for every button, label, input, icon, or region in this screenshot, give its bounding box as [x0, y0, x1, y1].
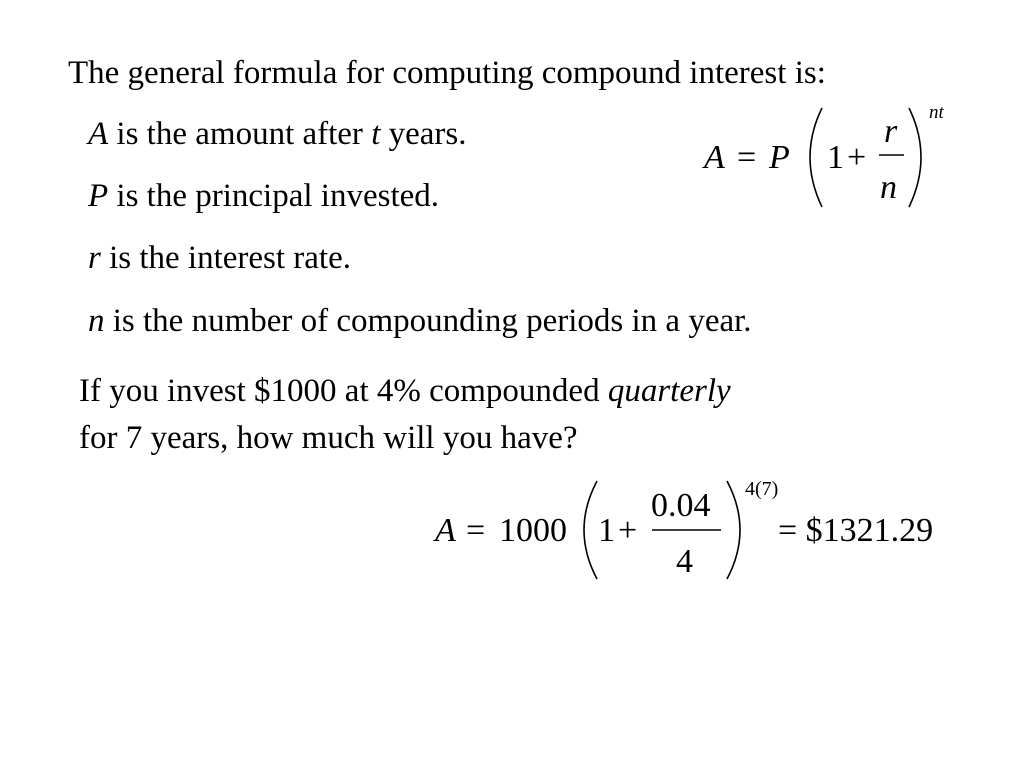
gf-one: 1 [827, 139, 844, 176]
definition-A-end: years. [380, 116, 467, 152]
wf-equals: = [466, 512, 486, 549]
wf-denominator: 4 [676, 543, 693, 580]
gf-equals: = [737, 139, 757, 176]
gf-numerator: r [884, 113, 898, 150]
gf-lhs: A [704, 139, 725, 176]
definition-r-text: is the interest rate. [100, 240, 352, 276]
symbol-r: r [88, 240, 101, 276]
wf-numerator: 0.04 [651, 487, 711, 524]
definition-n-text: is the number of compounding periods in a year. [104, 303, 752, 339]
symbol-n: n [88, 303, 105, 339]
wf-principal: 1000 [499, 512, 567, 549]
gf-denominator: n [880, 169, 897, 206]
symbol-A: A [88, 116, 109, 152]
definition-P-text: is the principal invested. [108, 178, 440, 214]
gf-exponent: nt [929, 102, 944, 123]
question-line-2: for 7 years, how much will you have? [79, 420, 578, 456]
wf-right-paren [727, 481, 740, 579]
question-emphasis: quarterly [607, 373, 731, 409]
wf-result: = $1321.29 [778, 512, 934, 549]
wf-exponent: 4(7) [745, 478, 779, 500]
symbol-P: P [88, 178, 109, 214]
wf-lhs: A [435, 512, 456, 549]
wf-left-paren [584, 481, 597, 579]
slide-title: The general formula for computing compound interest is: [68, 55, 826, 91]
wf-one: 1 [598, 512, 615, 549]
gf-principal: P [769, 139, 790, 176]
gf-plus: + [847, 139, 867, 176]
question-line-1-text: If you invest $1000 at 4% compounded [79, 373, 608, 409]
definition-A-text: is the amount after [108, 116, 372, 152]
symbol-t: t [371, 116, 381, 152]
wf-plus: + [618, 512, 638, 549]
